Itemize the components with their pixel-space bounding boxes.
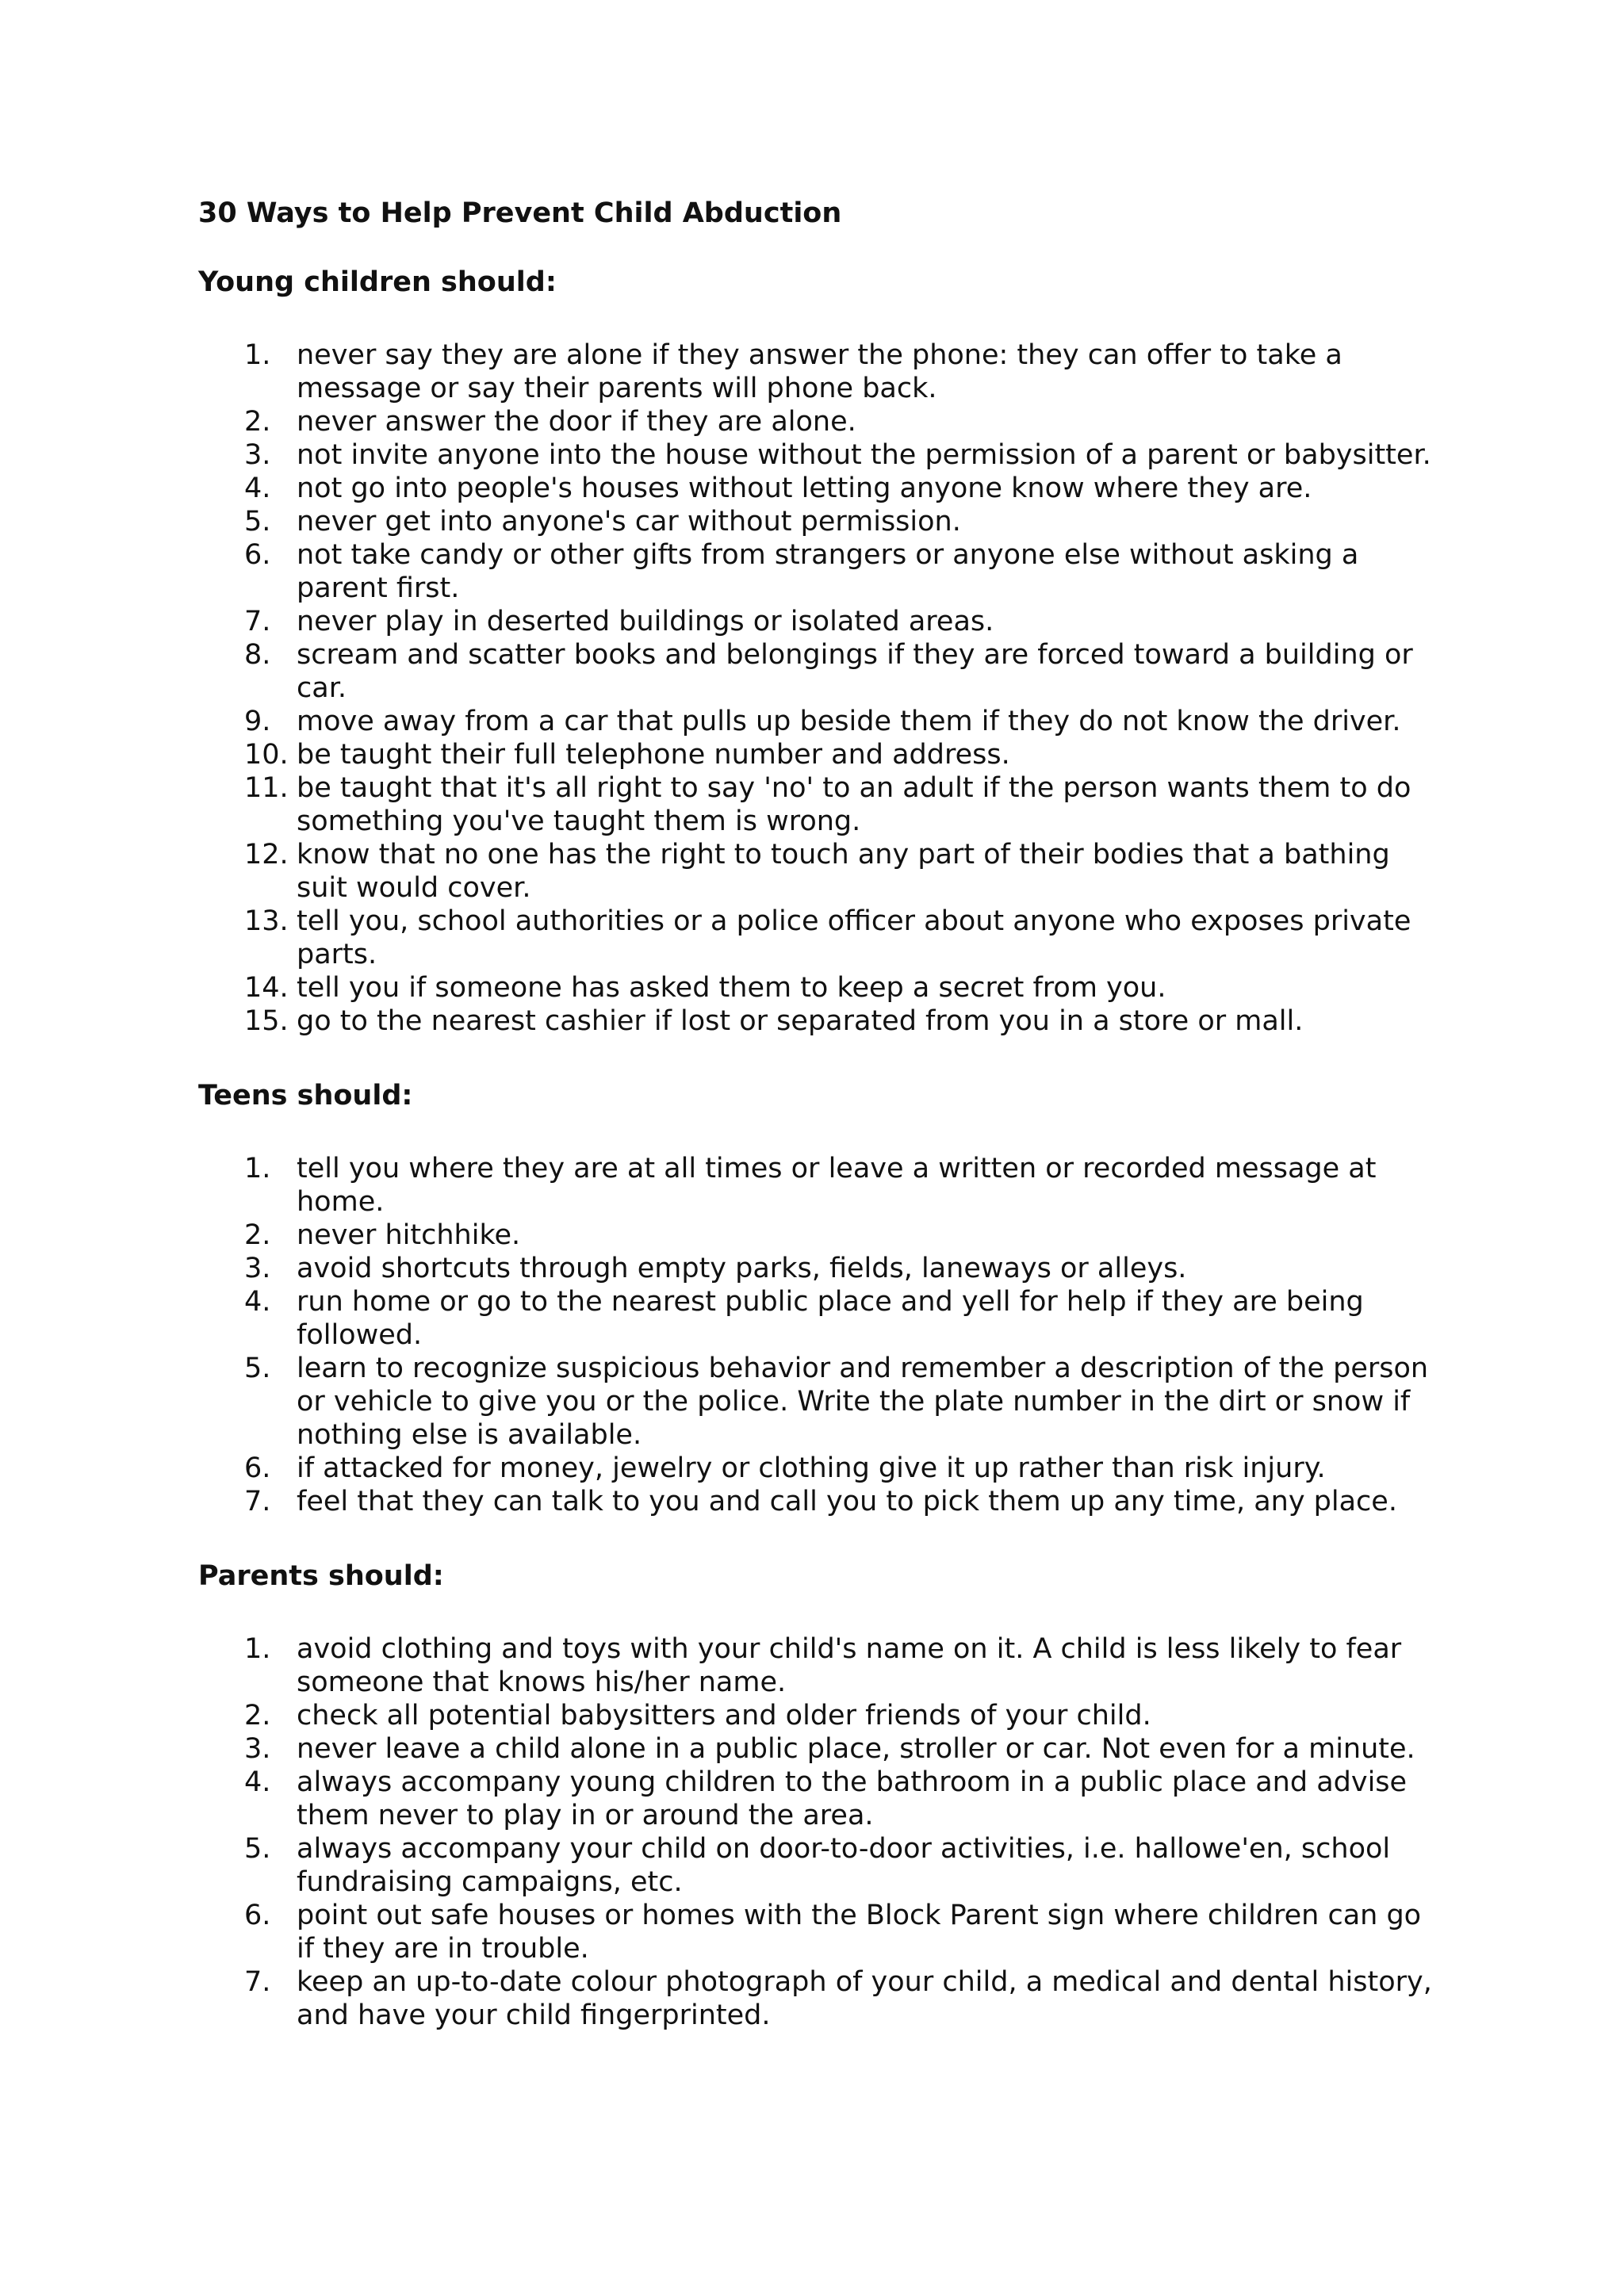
list-item-number: 7. [244,606,271,637]
list-item-number: 4. [244,473,271,504]
list-item-text: never get into anyone's car without permission. [297,506,961,538]
list-item [198,1352,1443,1452]
list-item-text: be taught their full telephone number and address. [297,739,1010,771]
list-item [198,1004,1443,1038]
list-item-text: learn to recognize suspicious behavior and remember a description of the person or vehicle to give you or the police. Write the plate number in the dirt or snow if nothing else is available. [297,1353,1429,1451]
list-item [198,705,1443,738]
list-item-number: 4. [244,1766,271,1798]
list-item-text: run home or go to the nearest public place and yell for help if they are being followed. [297,1286,1364,1351]
list-item-text: never leave a child alone in a public place, stroller or car. Not even for a minute. [297,1733,1415,1765]
list-item-number: 11. [244,772,289,804]
list-item-text: tell you, school authorities or a police officer about anyone who exposes private parts. [297,905,1411,970]
list-item [198,1732,1443,1766]
list-item-number: 6. [244,539,271,571]
list-item-text: tell you where they are at all times or leave a written or recorded message at home. [297,1153,1377,1218]
teens-list [198,1152,1443,1518]
list-item-number: 12. [244,839,289,871]
list-item-text: go to the nearest cashier if lost or separated from you in a store or mall. [297,1005,1304,1037]
list-item-number: 5. [244,1833,271,1865]
list-item-number: 3. [244,439,271,471]
list-item-text: move away from a car that pulls up beside them if they do not know the driver. [297,706,1401,737]
list-item [198,738,1443,771]
list-item-number: 3. [244,1253,271,1284]
list-item-number: 5. [244,1353,271,1384]
list-item-text: not take candy or other gifts from strangers or anyone else without asking a parent first. [297,539,1359,604]
list-item-text: never play in deserted buildings or isolated areas. [297,606,994,637]
list-item [198,1632,1443,1699]
list-item [198,1219,1443,1252]
list-item-text: know that no one has the right to touch any part of their bodies that a bathing suit would cover. [297,839,1390,904]
list-item [198,438,1443,472]
list-item-text: feel that they can talk to you and call you to pick them up any time, any place. [297,1486,1397,1517]
list-item-text: avoid clothing and toys with your child's name on it. A child is less likely to fear someone that knows his/her name. [297,1633,1402,1698]
list-item-text: check all potential babysitters and older friends of your child. [297,1700,1151,1732]
list-item-number: 2. [244,1219,271,1251]
list-item [198,339,1443,405]
list-item [198,1965,1443,2032]
list-item [198,1452,1443,1485]
list-item [198,505,1443,538]
list-item-number: 7. [244,1966,271,1998]
list-item [198,405,1443,438]
document-page [198,197,1443,2073]
list-item-number: 15. [244,1005,289,1037]
list-item-text: scream and scatter books and belongings if they are forced toward a building or car. [297,639,1413,704]
list-item-number: 13. [244,905,289,937]
list-item [198,1699,1443,1732]
list-item-number: 9. [244,706,271,737]
list-item-text: point out safe houses or homes with the Block Parent sign where children can go if they are in trouble. [297,1900,1422,1965]
list-item [198,771,1443,838]
list-item-number: 8. [244,639,271,671]
list-item-text: always accompany young children to the bathroom in a public place and advise them never to play in or around the area. [297,1766,1408,1831]
list-item-number: 5. [244,506,271,538]
list-item-number: 6. [244,1452,271,1484]
list-item [198,1285,1443,1352]
list-item-number: 14. [244,972,289,1004]
list-item-number: 3. [244,1733,271,1765]
list-item-text: tell you if someone has asked them to keep a secret from you. [297,972,1166,1004]
list-item-number: 1. [244,1153,271,1184]
list-item-text: never hitchhike. [297,1219,521,1251]
young-children-list [198,339,1443,1038]
parents-list [198,1632,1443,2032]
list-item-number: 7. [244,1486,271,1517]
list-item [198,905,1443,971]
list-item [198,1152,1443,1219]
list-item-text: be taught that it's all right to say 'no' to an adult if the person wants them to do something you've taught them is wrong. [297,772,1411,837]
section-heading-young-children: Young children should: [198,266,557,298]
list-item [198,472,1443,505]
list-item [198,1252,1443,1285]
list-item [198,1832,1443,1899]
list-item-number: 4. [244,1286,271,1318]
section-heading-parents: Parents should: [198,1560,444,1592]
list-item-text: never say they are alone if they answer the phone: they can offer to take a message or say their parents will phone back. [297,339,1342,404]
list-item-text: not go into people's houses without letting anyone know where they are. [297,473,1312,504]
list-item [198,538,1443,605]
list-item-text: keep an up-to-date colour photograph of your child, a medical and dental history, and have your child fingerprinted. [297,1966,1432,2031]
list-item-number: 2. [244,1700,271,1732]
list-item-number: 1. [244,339,271,371]
list-item [198,838,1443,905]
list-item-number: 2. [244,406,271,438]
list-item-text: not invite anyone into the house without the permission of a parent or babysitter. [297,439,1431,471]
document-title: 30 Ways to Help Prevent Child Abduction [198,197,842,229]
list-item-number: 10. [244,739,289,771]
list-item-number: 6. [244,1900,271,1931]
list-item [198,1485,1443,1518]
list-item [198,638,1443,705]
list-item-text: if attacked for money, jewelry or clothing give it up rather than risk injury. [297,1452,1326,1484]
list-item [198,971,1443,1004]
list-item-text: always accompany your child on door-to-door activities, i.e. hallowe'en, school fundraising campaigns, etc. [297,1833,1391,1898]
list-item-number: 1. [244,1633,271,1665]
list-item [198,605,1443,638]
list-item-text: never answer the door if they are alone. [297,406,856,438]
list-item [198,1899,1443,1965]
section-heading-teens: Teens should: [198,1080,413,1112]
list-item [198,1766,1443,1832]
list-item-text: avoid shortcuts through empty parks, fields, laneways or alleys. [297,1253,1187,1284]
